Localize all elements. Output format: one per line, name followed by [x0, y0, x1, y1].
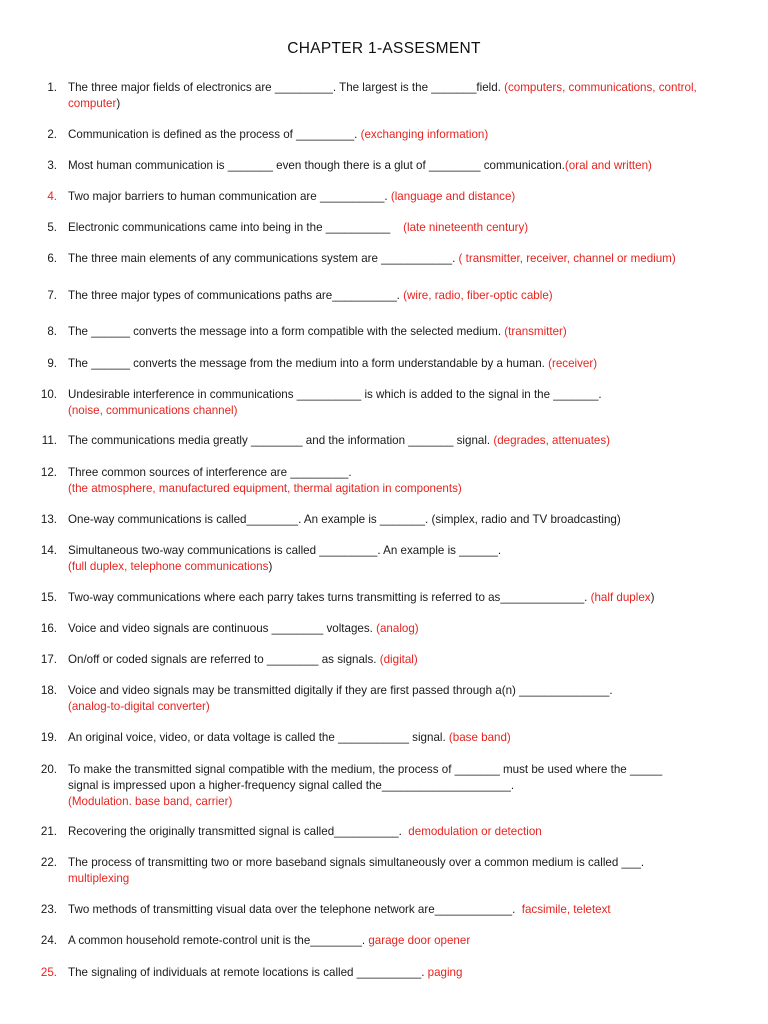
question-body	[68, 251, 728, 267]
question-number: 23.	[40, 903, 57, 916]
question-text: Communication is defined as the process of _________.	[68, 128, 361, 141]
question-body	[68, 387, 728, 419]
question-number: 7.	[47, 289, 57, 302]
answer-text: (analog-to-digital converter)	[68, 700, 210, 713]
answer-text: (full duplex, telephone communications	[68, 560, 269, 573]
question-body	[68, 220, 728, 236]
question-number: 25.	[40, 966, 57, 979]
answer-text: (digital)	[379, 653, 418, 666]
question-body	[68, 965, 728, 981]
question-text-line2: signal is impressed upon a higher-frequency signal called the____________________.	[68, 779, 515, 792]
question-number: 24.	[40, 934, 57, 947]
question-body	[68, 512, 728, 528]
question-body	[68, 902, 728, 918]
question-body	[68, 543, 728, 575]
question-number: 22.	[40, 856, 57, 869]
question-body	[68, 933, 728, 949]
answer-text: ( transmitter, receiver, channel or medium)	[458, 252, 676, 265]
question-body	[68, 189, 728, 205]
answer-text: (wire, radio, fiber-optic cable)	[403, 289, 553, 302]
question-text: Two methods of transmitting visual data over the telephone network are____________.	[68, 903, 522, 916]
question-number: 17.	[40, 653, 57, 666]
question-text: To make the transmitted signal compatible with the medium, the process of _______ must be used where the _____	[68, 763, 663, 776]
answer-text: (the atmosphere, manufactured equipment, thermal agitation in components)	[68, 482, 462, 495]
question-text: The process of transmitting two or more baseband signals simultaneously over a common medium is called ___.	[68, 856, 645, 869]
answer-text: paging	[427, 966, 463, 979]
question-text: Simultaneous two-way communications is called _________. An example is ______.	[68, 544, 502, 557]
question-text: The three major fields of electronics are _________. The largest is the _______field.	[68, 81, 505, 94]
question-text: One-way communications is called________. An example is _______. (simplex, radio and TV broadcasting)	[68, 513, 621, 526]
answer-text: (oral and written)	[564, 159, 652, 172]
question-text: A common household remote-control unit is the________.	[68, 934, 369, 947]
question-number: 12.	[40, 466, 57, 479]
question-text: The ______ converts the message from the medium into a form understandable by a human.	[68, 357, 549, 370]
answer-text: (Modulation. base band, carrier)	[68, 795, 233, 808]
answer-text: (half duplex	[590, 591, 651, 604]
answer-text: (late nineteenth century)	[403, 221, 529, 234]
answer-text: facsimile, teletext	[521, 903, 611, 916]
question-number: 21.	[40, 825, 57, 838]
question-tail: )	[268, 560, 273, 573]
question-number: 5.	[47, 221, 57, 234]
question-body	[68, 652, 728, 668]
question-body	[68, 433, 728, 449]
question-number: 18.	[40, 684, 57, 697]
question-body	[68, 621, 728, 637]
answer-text: (exchanging information)	[360, 128, 489, 141]
question-body	[68, 855, 728, 887]
question-text: Two-way communications where each parry takes turns transmitting is referred to as_____________.	[68, 591, 591, 604]
question-number: 20.	[40, 763, 57, 776]
question-number: 3.	[47, 159, 57, 172]
question-body	[68, 356, 728, 372]
question-body	[68, 324, 728, 340]
question-text: Three common sources of interference are _________.	[68, 466, 352, 479]
question-text: The three main elements of any communications system are ___________.	[68, 252, 459, 265]
question-body	[68, 465, 728, 497]
question-number: 10.	[40, 388, 57, 401]
question-number: 14.	[40, 544, 57, 557]
question-number: 15.	[40, 591, 57, 604]
question-text: Electronic communications came into being in the __________	[68, 221, 404, 234]
answer-text: (degrades, attenuates)	[493, 434, 611, 447]
question-number: 11.	[41, 434, 57, 447]
question-body	[68, 590, 728, 606]
question-text: The three major types of communications paths are__________.	[68, 289, 404, 302]
answer-text: (base band)	[448, 731, 511, 744]
answer-text: (transmitter)	[504, 325, 567, 338]
answer-text: (language and distance)	[390, 190, 516, 203]
question-number: 9.	[47, 357, 57, 370]
question-number: 19.	[40, 731, 57, 744]
question-body	[68, 158, 728, 174]
question-text: Undesirable interference in communications __________ is which is added to the signal in the _______.	[68, 388, 602, 401]
question-body	[68, 762, 728, 810]
answer-text: garage door opener	[368, 934, 471, 947]
question-text: An original voice, video, or data voltage is called the ___________ signal.	[68, 731, 449, 744]
question-text: The ______ converts the message into a form compatible with the selected medium.	[68, 325, 505, 338]
question-text: Recovering the originally transmitted signal is called__________.	[68, 825, 409, 838]
question-body	[68, 80, 728, 112]
question-text: The signaling of individuals at remote locations is called __________.	[68, 966, 428, 979]
question-body	[68, 127, 728, 143]
question-number: 4.	[47, 190, 57, 203]
answer-text: multiplexing	[68, 872, 130, 885]
question-body	[68, 824, 728, 840]
question-text: On/off or coded signals are referred to ________ as signals.	[68, 653, 380, 666]
question-tail: )	[650, 591, 655, 604]
question-text: Voice and video signals may be transmitted digitally if they are first passed through a(n) ______________.	[68, 684, 613, 697]
question-text: Most human communication is _______ even though there is a glut of ________ communication.	[68, 159, 565, 172]
page-title: CHAPTER 1-ASSESMENT	[287, 40, 481, 57]
answer-text: (computers, communications, control, computer	[68, 81, 697, 110]
question-text: The communications media greatly ________ and the information _______ signal.	[68, 434, 494, 447]
question-number: 6.	[47, 252, 57, 265]
question-number: 16.	[40, 622, 57, 635]
question-number: 8.	[47, 325, 57, 338]
question-text: Voice and video signals are continuous ________ voltages.	[68, 622, 377, 635]
question-text: Two major barriers to human communication are __________.	[68, 190, 391, 203]
question-tail: )	[116, 97, 121, 110]
answer-text: (analog)	[376, 622, 419, 635]
answer-text: (receiver)	[548, 357, 598, 370]
question-body	[68, 730, 728, 746]
answer-text: demodulation or detection	[408, 825, 542, 838]
question-number: 13.	[40, 513, 57, 526]
question-body	[68, 683, 728, 715]
question-number: 1.	[47, 81, 57, 94]
answer-text: (noise, communications channel)	[68, 404, 238, 417]
question-body	[68, 288, 728, 304]
question-number: 2.	[47, 128, 57, 141]
